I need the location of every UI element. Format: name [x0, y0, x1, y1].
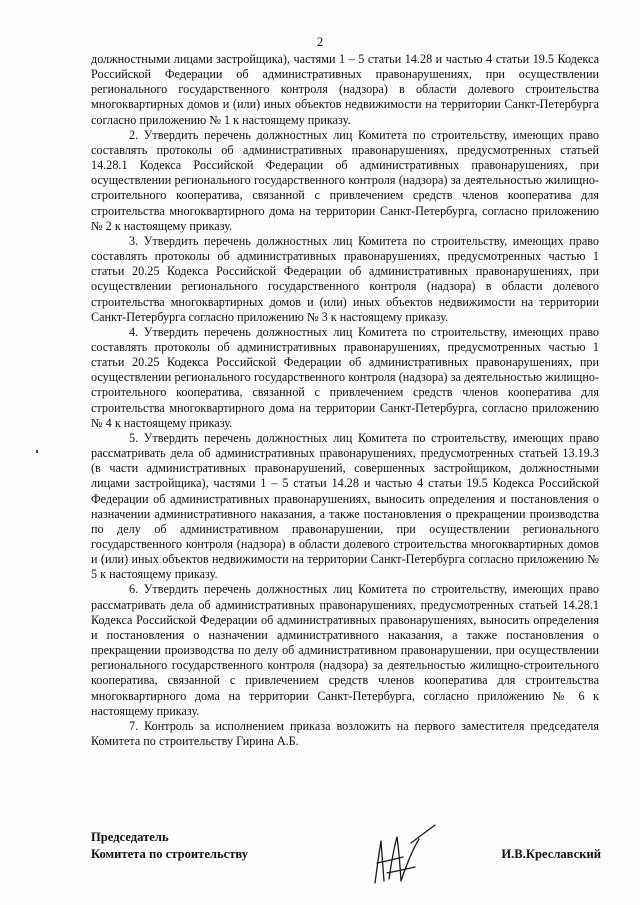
paragraph-continuation: должностными лицами застройщика), частями 1 – 5 статьи 14.28 и частью 4 статьи 19.5 Кодекса Российской Федерации об административных правонарушениях, при осуществлении регионального государственного контроля (надзора) в области долевого строительства многоквартирных домов и (или) иных объектов недвижимости на территории Санкт-Петербурга согласно приложению № 1 к настоящему приказу.	[91, 52, 599, 127]
scan-speck	[36, 450, 38, 453]
signatory-name: И.В.Креславский	[501, 847, 601, 861]
paragraph-item-5: 5. Утвердить перечень должностных лиц Комитета по строительству, имеющих право рассматривать дела об административных правонарушениях, предусмотренных статьей 13.19.3 (в части административных правонарушений, совершенных застройщиком, должностными лицами застройщика), частями 1 – 5 статьи 14.28 и частью 4 статьи 19.5 Кодекса Российской Федерации об административных правонарушениях, выносить определения и постановления о назначении административного наказания, а также постановления о прекращении производства по делу об административном правонарушении, при осуществлении регионального государственного контроля (надзора) в области долевого строительства многоквартирных домов и (или) иных объектов недвижимости на территории Санкт-Петербурга согласно приложению № 5 к настоящему приказу.	[91, 430, 599, 582]
document-body	[91, 52, 599, 749]
paragraph-item-7: 7. Контроль за исполнением приказа возложить на первого заместителя председателя Комитета по строительству Гирина А.Б.	[91, 718, 599, 749]
signatory-position-line1: Председатель	[91, 830, 169, 844]
signature-block	[91, 829, 601, 889]
paragraph-item-4: 4. Утвердить перечень должностных лиц Комитета по строительству, имеющих право составлять протоколы об административных правонарушениях, предусмотренных частью 1 статьи 20.25 Кодекса Российской Федерации об административных правонарушениях, при осуществлении регионального государственного контроля (надзора) за деятельностью жилищно-строительного кооператива, связанной с привлечением средств членов кооператива для строительства многоквартирного дома на территории Санкт-Петербурга, согласно приложению № 4 к настоящему приказу.	[91, 324, 599, 430]
handwritten-signature	[367, 823, 437, 889]
paragraph-item-3: 3. Утвердить перечень должностных лиц Комитета по строительству, имеющих право составлять протоколы об административных правонарушениях, предусмотренных частью 1 статьи 20.25 Кодекса Российской Федерации об административных правонарушениях, при осуществлении регионального государственного контроля (надзора) в области долевого строительства многоквартирных домов и (или) иных объектов недвижимости на территории Санкт-Петербурга согласно приложению № 3 к настоящему приказу.	[91, 233, 599, 324]
page-number: 2	[316, 34, 324, 49]
signatory-position-line2: Комитета по строительству	[91, 847, 249, 861]
paragraph-item-2: 2. Утвердить перечень должностных лиц Комитета по строительству, имеющих право составлять протоколы об административных правонарушениях, предусмотренных статьей 14.28.1 Кодекса Российской Федерации об административных правонарушениях, при осуществлении регионального государственного контроля (надзора) за деятельностью жилищно-строительного кооператива, связанной с привлечением средств членов кооператива для строительства многоквартирного дома на территории Санкт-Петербурга, согласно приложению № 2 к настоящему приказу.	[91, 127, 599, 233]
paragraph-item-6: 6. Утвердить перечень должностных лиц Комитета по строительству, имеющих право рассматривать дела об административных правонарушениях, предусмотренных статьей 14.28.1 Кодекса Российской Федерации об административных правонарушениях, выносить определения и постановления о назначении административного наказания, а также постановления о прекращении производства по делу об административном правонарушении, при осуществлении регионального государственного контроля (надзора) за деятельностью жилищно-строительного кооператива, связанной с привлечением средств членов кооператива для строительства многоквартирного дома на территории Санкт-Петербурга, согласно приложению № 6 к настоящему приказу.	[91, 582, 599, 718]
signatory-position	[91, 829, 248, 863]
